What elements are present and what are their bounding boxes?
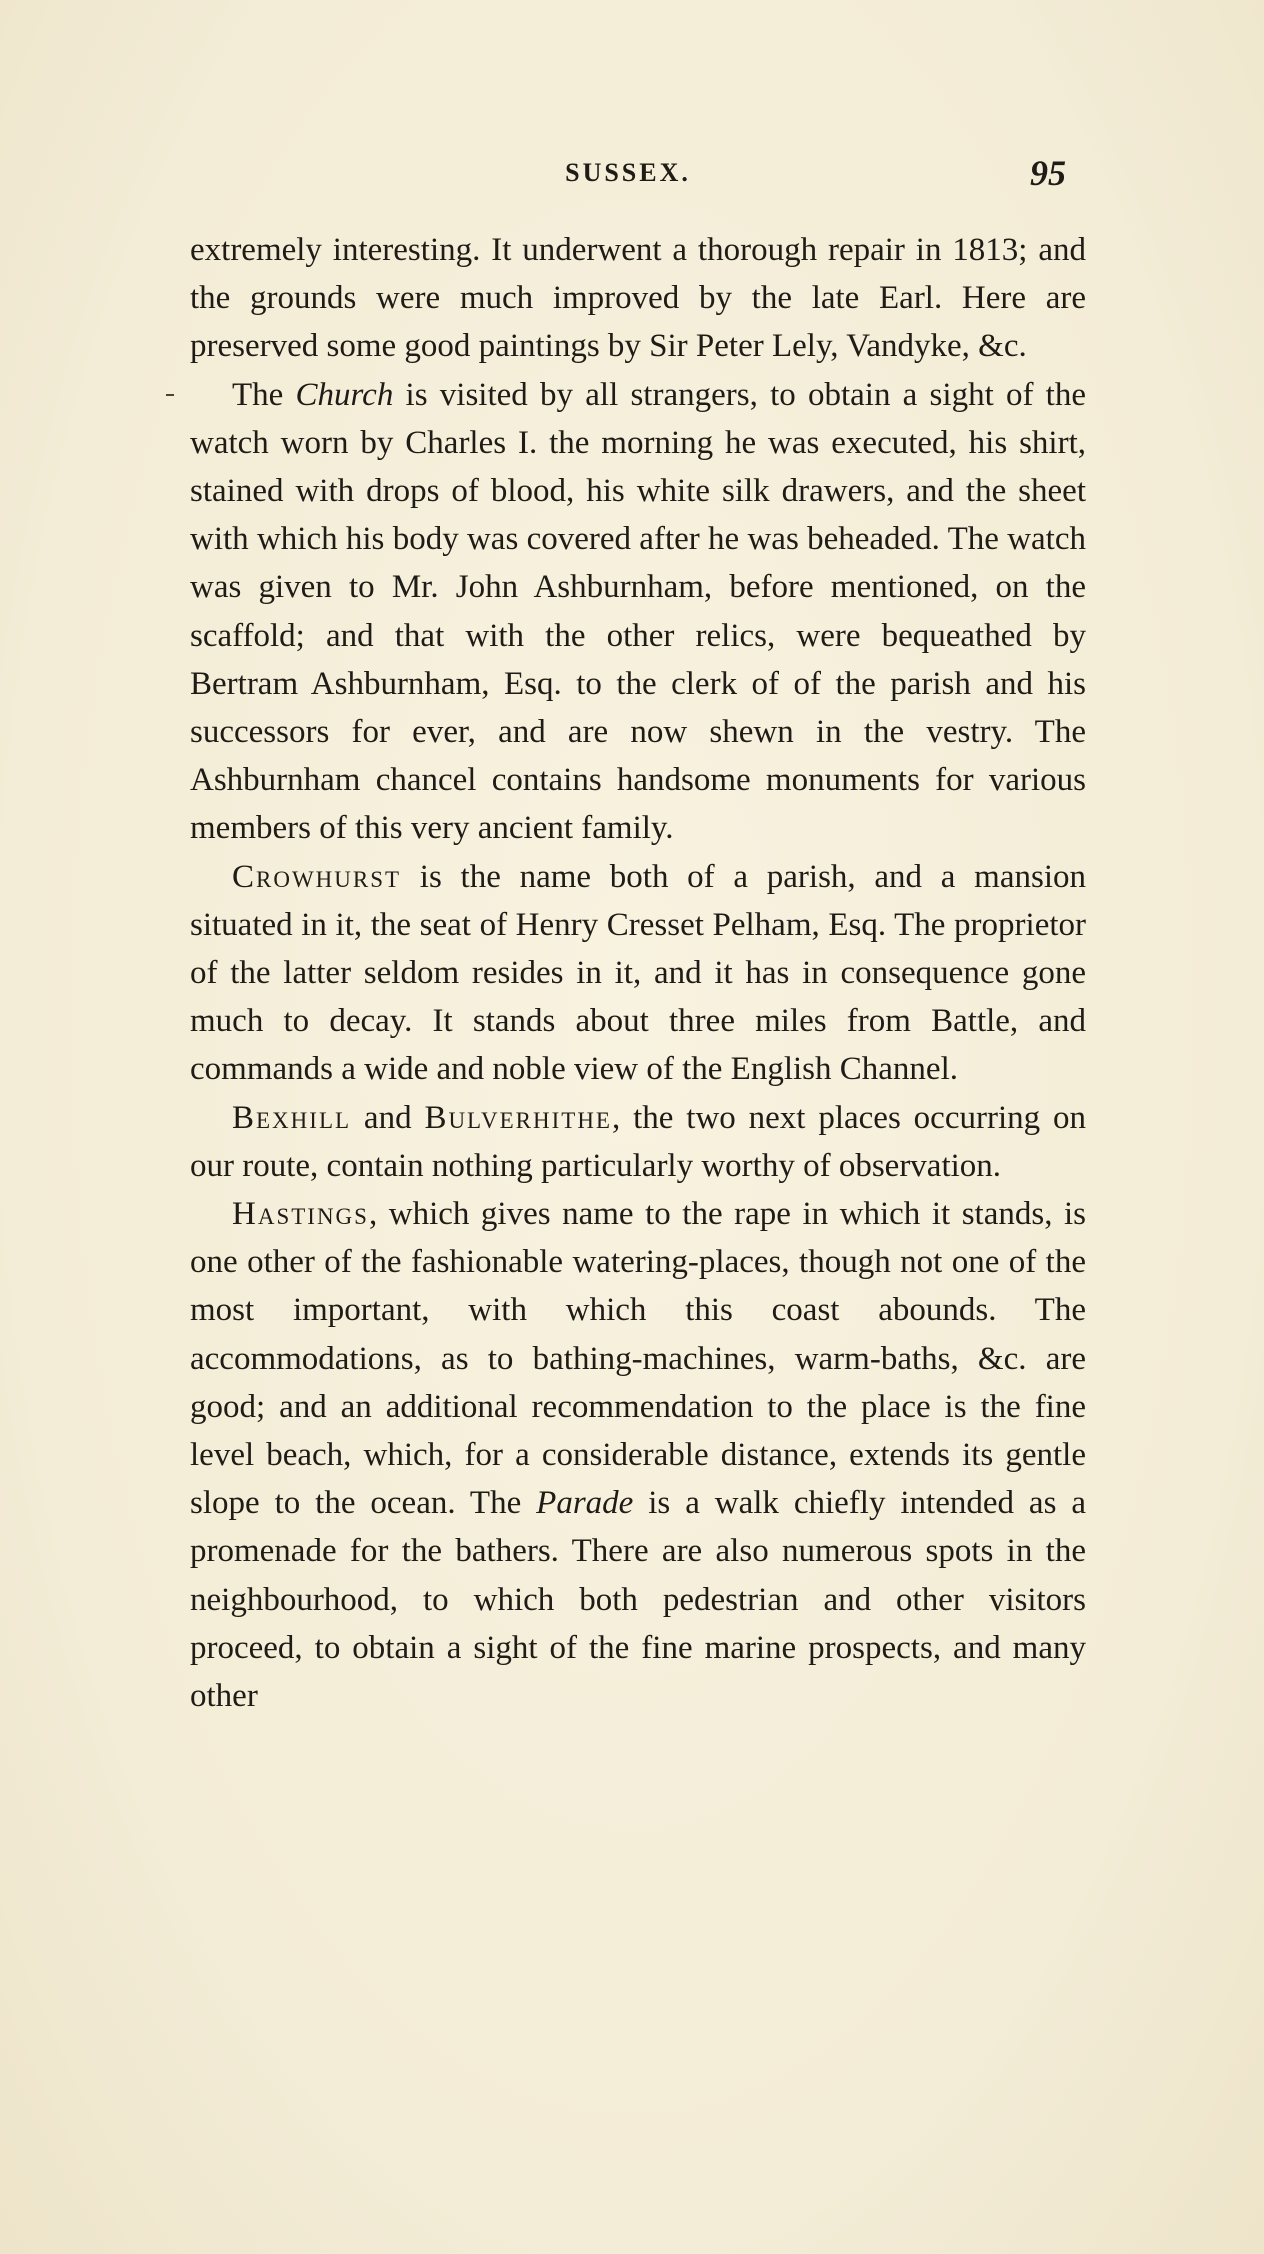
paragraph-5 — [190, 1190, 1086, 1720]
parade-emphasis: Parade — [536, 1485, 634, 1522]
paragraph-3 — [190, 853, 1086, 1094]
paragraph-3-text: is the name both of a parish, and a mansion situated in it, the seat of Henry Cresset Pelham, Esq. The proprietor of the latter seldom resides in it, and it has in consequence gone much to decay. It stands about three miles from Battle, and commands a wide and noble view of the English Channel. — [190, 858, 1086, 1088]
paragraph-1-text: extremely interesting. It underwent a thorough repair in 1813; and the grounds were much improved by the late Earl. Here are preserved some good paintings by Sir Peter Lely, Vandyke, &c. — [190, 232, 1086, 365]
church-emphasis: Church — [295, 376, 394, 413]
bulverhithe-heading: Bulverhithe — [424, 1099, 612, 1136]
paragraph-1 — [190, 226, 1086, 371]
body-text — [190, 226, 1086, 1720]
page-header — [190, 153, 1066, 198]
paragraph-2 — [190, 371, 1086, 853]
paragraph-2-text: is visited by all strangers, to obtain a sight of the watch worn by Charles I. the morning he was executed, his shirt, stained with drops of blood, his white silk drawers, and the sheet with which his body was covered after he was beheaded. The watch was given to Mr. John Ashburnham, before mentioned, on the scaffold; and that with the other relics, were bequeathed by Bertram Ashburnham, Esq. to the clerk of of the parish and his successors for ever, and are now shewn in the vestry. The Ashburnham chancel contains handsome monuments for various members of this very ancient family. — [190, 376, 1086, 847]
crowhurst-heading: Crowhurst — [232, 858, 402, 895]
hastings-heading: Hastings — [232, 1196, 369, 1233]
running-head: SUSSEX. — [565, 158, 691, 187]
paragraph-2-lead: The — [232, 376, 296, 413]
paragraph-4-text: , the two next places occurring on our route, contain nothing particularly worthy of observation. — [190, 1099, 1086, 1184]
paragraph-4-mid: and — [351, 1099, 425, 1136]
margin-mark — [166, 394, 174, 396]
paragraph-5-text-continued: is a walk chiefly intended as a promenade for the bathers. There are also numerous spots in the neighbourhood, to which both pedestrian and other visitors proceed, to obtain a sight of the fine marine prospects, and many other — [190, 1485, 1086, 1715]
paragraph-4 — [190, 1094, 1086, 1190]
page-number: 95 — [1030, 153, 1066, 193]
paragraph-5-text: , which gives name to the rape in which it stands, is one other of the fashionable watering-places, though not one of the most important, with which this coast abounds. The accommodations, as to bathing-machines, warm-baths, &c. are good; and an additional recommendation to the place is the fine level beach, which, for a considerable distance, extends its gentle slope to the ocean. The — [190, 1196, 1086, 1522]
bexhill-heading: Bexhill — [232, 1099, 352, 1136]
